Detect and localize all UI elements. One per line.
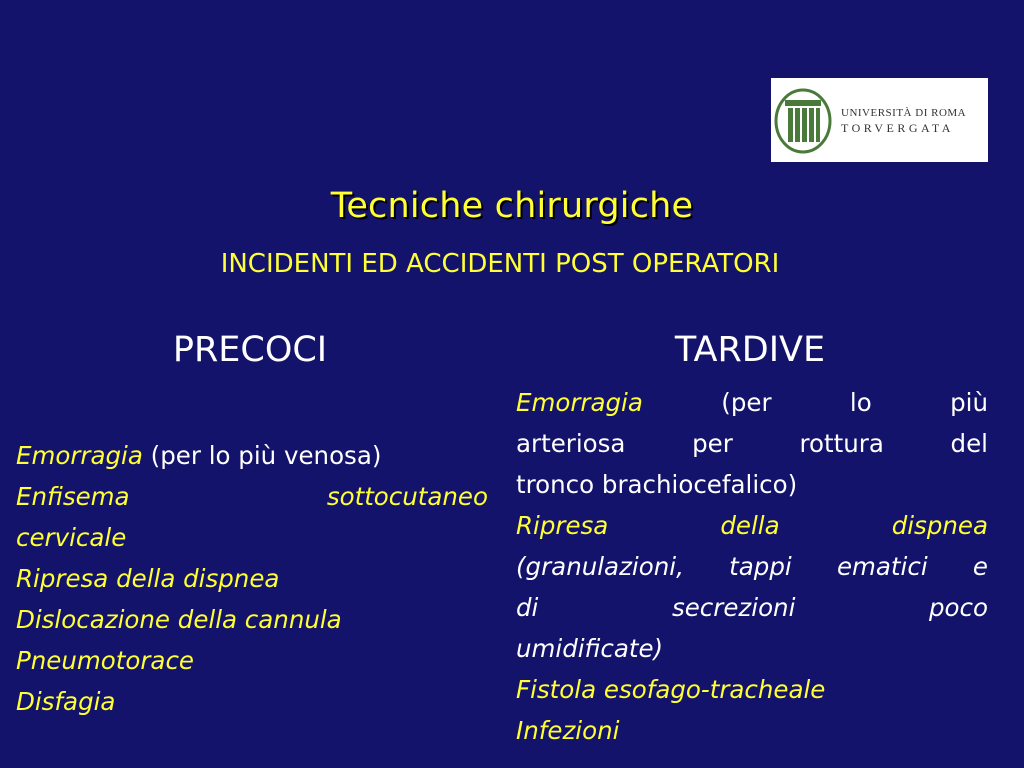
list-item: Fistola esofago-tracheale — [516, 675, 826, 704]
list-precoci — [16, 435, 488, 722]
item-term: Emorragia — [16, 441, 143, 470]
university-logo-graphic — [771, 78, 988, 162]
list-item: cervicale — [16, 523, 127, 552]
item-text: sottocutaneo — [326, 482, 488, 511]
slide-title: Tecniche chirurgiche — [330, 186, 694, 226]
list-tardive — [516, 382, 988, 751]
list-item — [16, 476, 488, 517]
item-term: Emorragia — [516, 388, 643, 417]
slide-subtitle: INCIDENTI ED ACCIDENTI POST OPERATORI — [220, 249, 780, 279]
logo-line2: TORVERGATA — [841, 121, 954, 135]
heading-precoci: PRECOCI — [172, 330, 328, 370]
list-item: di secrezioni poco — [516, 593, 988, 622]
list-item: umidificate) — [516, 634, 664, 663]
list-item: arteriosa per rottura del — [516, 429, 988, 458]
list-item: Infezioni — [516, 716, 620, 745]
item-detail: (per lo più — [721, 388, 989, 417]
university-logo — [771, 78, 988, 162]
list-item: Disfagia — [16, 687, 116, 716]
list-item: Ripresa della dispnea — [16, 564, 280, 593]
logo-line1: UNIVERSITÀ DI ROMA — [841, 107, 967, 119]
item-detail: (per lo più venosa) — [142, 441, 382, 470]
list-item: tronco brachiocefalico) — [516, 470, 798, 499]
list-item: Ripresa della dispnea — [516, 511, 988, 540]
list-item: (granulazioni, tappi ematici e — [516, 552, 988, 581]
heading-tardive: TARDIVE — [674, 330, 826, 370]
list-item: Dislocazione della cannula — [16, 605, 342, 634]
item-text: Enfisema — [16, 482, 130, 511]
list-item — [516, 382, 988, 423]
list-item — [16, 435, 488, 476]
list-item: Pneumotorace — [16, 646, 194, 675]
